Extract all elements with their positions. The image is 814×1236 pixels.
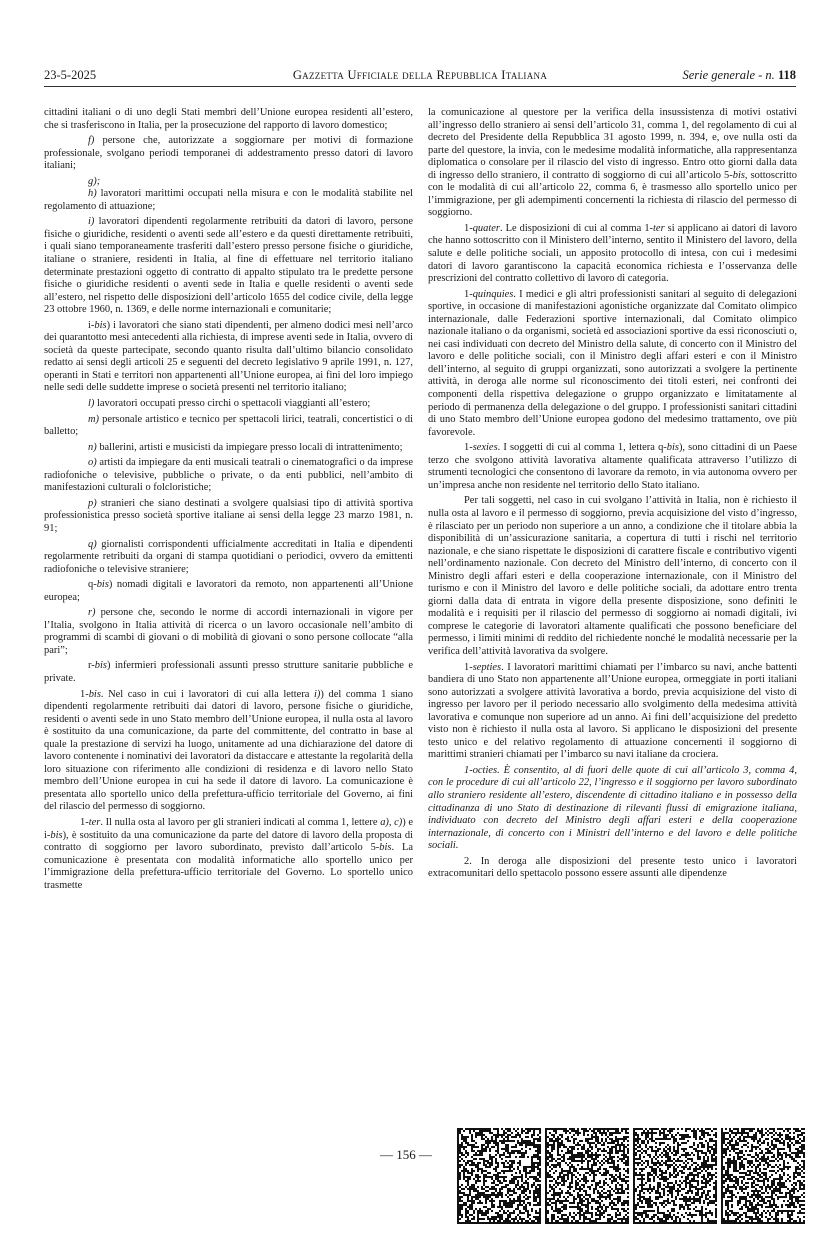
datamatrix-1-icon — [457, 1128, 541, 1224]
datamatrix-4-icon — [721, 1128, 805, 1224]
letter-label: q) — [88, 538, 97, 550]
paragraph-1-sexies: 1-sexies. I soggetti di cui al comma 1, lettera q-bis), sono cittadini di un Paese terzo che svolgono attività lavorativa altamente qualificata attraverso l’utilizzo di strumenti tecnologici che consentono di lavorare da remoto, in via autonoma ovvero per un’impresa anche non residente nel territorio dello Stato italiano. — [428, 442, 797, 491]
paragraph-r: r) persone che, secondo le norme di accordi internazionali in vigore per l’Italia, svolgono in Italia attività di ricerca o un lavoro occasionale nell’ambito di programmi di scambi di giovani o di mobilità di giovani o sono persone collocate “alla pari”; — [44, 607, 413, 656]
paragraph-n: n) ballerini, artisti e musicisti da impiegare presso locali di intrattenimento; — [88, 441, 403, 453]
issue-date: 23-5-2025 — [44, 68, 97, 82]
paragraph-p: p) stranieri che siano destinati a svolgere qualsiasi tipo di attività sportiva professionistica presso società sportive italiane ai sensi della legge 23 marzo 1981, n. 91; — [44, 497, 413, 534]
letter-label: l) — [88, 398, 95, 410]
paragraph-1-quater: 1-quater. Le disposizioni di cui al comma 1-ter si applicano ai datori di lavoro che hanno sottoscritto con il Ministero dell’interno, sentito il Ministero del lavoro, della salute e delle politiche sociali, un apposito protocollo di intesa, con cui i medesimi datori di lavoro garantiscono la capacità economica richiesta e l’osservanza delle prescrizioni del contratto collettivo di lavoro di categoria. — [428, 222, 797, 285]
letter-label: g); — [88, 175, 101, 187]
paragraph-i: i) lavoratori dipendenti regolarmente retribuiti da datori di lavoro, persone fisiche o giuridiche, residenti o aventi sede all’estero e da questi direttamente retribuiti, i quali siano temporaneamente trasferiti dall’estero presso persone fisiche o giuridiche, italiane o straniere, residenti in Italia, al fine di effettuare nel territorio italiano determinate prestazioni oggetto di contratto di appalto stipulato tra le predette persone fisiche o giuridiche residenti o aventi sede in Italia e quelle residenti o aventi sede all’estero, nel rispetto delle disposizioni dell’articolo 1655 del codice civile, della legge 23 ottobre 1960, n. 1369, e delle norme internazionali e comunitarie; — [44, 216, 413, 316]
issue-number: 118 — [777, 68, 796, 82]
datamatrix-code-3 — [633, 1128, 717, 1224]
letter-label: m) — [88, 413, 100, 425]
paragraph-f: f) persone che, autorizzate a soggiornare per motivi di formazione professionale, svolgano periodi temporanei di addestramento presso datori di lavoro italiani; — [44, 135, 414, 172]
paragraph-1-ter: 1-ter. Il nulla osta al lavoro per gli stranieri indicati al comma 1, lettere a), c)) e i-bis), è sostituito da una comunicazione da parte del datore di lavoro della proposta di contratto di soggiorno per lavoro subordinato, previsto dall’articolo 5-bis. La comunicazione è presentata con modalità informatiche allo sportello unico per l’immigrazione della prefettura-ufficio territoriale del Governo. Lo sportello unico trasmette — [44, 816, 414, 891]
letter-label: o) — [88, 457, 97, 469]
datamatrix-codes — [457, 1128, 798, 1224]
series-name: Serie generale — [682, 68, 756, 82]
letter-label: n) — [88, 441, 97, 453]
datamatrix-code-1 — [457, 1128, 541, 1224]
publication-title: Gazzetta Ufficiale della Repubblica Italiana — [292, 68, 548, 82]
paragraph-m: m) personale artistico e tecnico per spettacoli lirici, teatrali, concertistici o di balletto; — [44, 413, 413, 438]
paragraph-1-bis: 1-bis. Nel caso in cui i lavoratori di cui alla lettera i)) del comma 1 siano dipendenti regolarmente retribuiti dai datori di lavoro, persone fisiche o giuridiche, residenti o aventi sede in uno Stato membro dell’Unione europea, il nulla osta al lavoro è sostituito da una comunicazione, da parte del committente, del contratto in base al quale la prestazione di servizi ha luogo, unitamente ad una dichiarazione del datore di lavoro contenente i nominativi dei lavoratori da distaccare e attestante la regolarità della loro situazione con riferimento alle condizioni di residenza e di lavoro nello Stato membro dell’Unione europea in cui ha sede il datore di lavoro. La comunicazione è presentata allo sportello unico della prefettura-ufficio territoriale del Governo, ai fini del rilascio del permesso di soggiorno. — [44, 688, 414, 813]
page-number: — 156 — — [380, 1147, 432, 1162]
paragraph-r-bis: r-bis) infermieri professionali assunti presso strutture sanitarie pubbliche e private. — [44, 660, 413, 684]
paragraph-1-octies: 1-octies. È consentito, al di fuori delle quote di cui all’articolo 3, comma 4, con le procedure di cui all’articolo 22, l’ingresso e il soggiorno per lavoro subordinato allo straniero residente all’estero, discendente di cittadino italiano e in possesso della cittadinanza di uno Stato di destinazione di rilevanti flussi di emigrazione italiana, individuato con decreto del Ministro degli affari esteri e della cooperazione internazionale, di concerto con i Ministri dell’interno e del lavoro e delle politiche sociali. — [428, 764, 797, 852]
paragraph-1-septies: 1-septies. I lavoratori marittimi chiamati per l’imbarco su navi, anche battenti bandiera di uno Stato non appartenente all’Unione europea, ormeggiate in porti italiani sono autorizzati a svolgere attività lavorativa a bordo, previa acquisizione del visto di ingresso per lavoro per il periodo necessario allo svolgimento della medesima attività lavorativa e comunque non superiore ad un anno. Ai fini dell’acquisizione del predetto visto non è richiesto il nulla osta al lavoro. Si applicano le disposizioni del presente testo unico e del relativo regolamento di attuazione concernenti il soggiorno di marittimi stranieri chiamati per l’imbarco su navi italiane da crociera. — [428, 661, 797, 761]
letter-label: f) — [88, 135, 95, 147]
page-header — [44, 66, 796, 87]
datamatrix-code-2 — [545, 1128, 629, 1224]
paragraph-h: h) lavoratori marittimi occupati nella misura e con le modalità stabilite nel regolamento di attuazione; — [44, 188, 413, 212]
datamatrix-2-icon — [545, 1128, 629, 1224]
letter-label: p) — [88, 497, 97, 509]
letter-label: i) — [88, 216, 95, 228]
paragraph-q: q) giornalisti corrispondenti ufficialmente accreditati in Italia e dipendenti regolarmente retribuiti da organi di stampa quotidiani o periodici, ovvero da emittenti radiofoniche o televisive straniere; — [44, 538, 414, 575]
paragraph-1-ter-cont: la comunicazione al questore per la verifica della insussistenza di motivi ostativi all’ingresso dello straniero ai sensi dell’articolo 31, comma 1, del regolamento di cui al decreto del Presidente della Repubblica 31 agosto 1999, n. 394, e, ove nulla osti da parte del questore, la invia, con le medesime modalità informatiche, alla rappresentanza diplomatica o consolare per il rilascio del visto di ingresso. Entro otto giorni dalla data di ingresso dello straniero, il contratto di soggiorno di cui all’articolo 5-bis, sottoscritto con le modalità di cui all’articolo 22, comma 6, è trasmesso allo sportello unico per l’immigrazione, per gli adempimenti concernenti la richiesta di rilascio del permesso di soggiorno. — [428, 107, 797, 219]
datamatrix-3-icon — [633, 1128, 717, 1224]
series-info — [682, 68, 796, 83]
paragraph-1-quinquies: 1-quinquies. I medici e gli altri professionisti sanitari al seguito di delegazioni sportive, in occasione di manifestazioni agonistiche organizzate dal Comitato olimpico internazionale, dalle Federazioni sportive internazionali, dal Comitato olimpico nazionale italiano o da organismi, società ed associazioni sportive da essi riconosciuti o, nei casi individuati con decreto del Ministro della salute, di concerto con il Ministro del lavoro e delle politiche sociali, con il Ministro degli affari esteri e con il Ministro dell’interno, al seguito di gruppi organizzati, sono autorizzati a svolgere la pertinente attività, in deroga alle norme sul riconoscimento dei titoli esteri, nei confronti dei componenti della rispettiva delegazione o gruppo organizzato e limitatamente al periodo di permanenza della delegazione o del gruppo. I professionisti sanitari cittadini di uno Stato membro dell’Unione europea godono del medesimo trattamento, ove più favorevole. — [428, 288, 797, 438]
paragraph-e-cont: cittadini italiani o di uno degli Stati membri dell’Unione europea residenti all’estero, che si trasferiscono in Italia, per la prosecuzione del rapporto di lavoro domestico; — [44, 107, 413, 131]
datamatrix-code-4 — [721, 1128, 805, 1224]
number-prefix: - n. — [755, 68, 778, 82]
paragraph-i-bis: i-bis) i lavoratori che siano stati dipendenti, per almeno dodici mesi nell’arco dei quarantotto mesi antecedenti alla richiesta, di imprese aventi sede in Italia, ovvero di società da queste partecipate, secondo quanto risulta dall’ultimo bilancio consolidato redatto ai sensi degli articoli 25 e seguenti del decreto legislativo 9 aprile 1991, n. 127, operanti in Stati e territori non appartenenti all’Unione europea, ai fini del loro impiego nelle sedi delle suddette imprese o società presenti nel territorio italiano; — [44, 319, 413, 394]
paragraph-2: 2. In deroga alle disposizioni del presente testo unico i lavoratori extracomunitari dello spettacolo possono essere assunti alle dipendenze — [428, 855, 797, 880]
paragraph-nomadi: Per tali soggetti, nel caso in cui svolgano l’attività in Italia, non è richiesto il nulla osta al lavoro e il permesso di soggiorno, previa acquisizione del visto d’ingresso, è rilasciato per un periodo non superiore a un anno, a condizione che il titolare abbia la disponibilità di un’assicurazione sanitaria, a copertura di tutti i rischi nel territorio nazionale, e che siano rispettate le disposizioni di carattere fiscale e contributivo vigenti nell’ordinamento nazionale. Con decreto del Ministro dell’interno, di concerto con il Ministro degli affari esteri e della cooperazione internazionale, con il Ministro del turismo e con il Ministro del lavoro e delle politiche sociali, da adottare entro trenta giorni dalla data di entrata in vigore della presente disposizione, sono definiti le modalità e i requisiti per il rilascio del permesso di soggiorno ai nomadi digitali, ivi comprese le categorie di lavoratori altamente qualificati che possono beneficiare del permesso, i limiti minimi di reddito del richiedente nonché le modalità necessarie per la verifica dell’attività lavorativa da svolgere. — [428, 495, 797, 657]
left-column — [44, 107, 413, 892]
letter-label: r) — [88, 607, 96, 619]
paragraph-o: o) artisti da impiegare da enti musicali teatrali o cinematografici o da imprese radiofoniche o televisive, pubbliche o private, o da enti pubblici, nell’ambito di manifestazioni culturali o folcloristiche; — [44, 457, 414, 494]
paragraph-q-bis: q-bis) nomadi digitali e lavoratori da remoto, non appartenenti all’Unione europea; — [44, 579, 413, 603]
paragraph-g — [44, 176, 413, 189]
paragraph-l: l) lavoratori occupati presso circhi o spettacoli viaggianti all’estero; — [88, 398, 371, 410]
letter-label: h) — [88, 188, 97, 200]
right-column — [428, 107, 797, 881]
